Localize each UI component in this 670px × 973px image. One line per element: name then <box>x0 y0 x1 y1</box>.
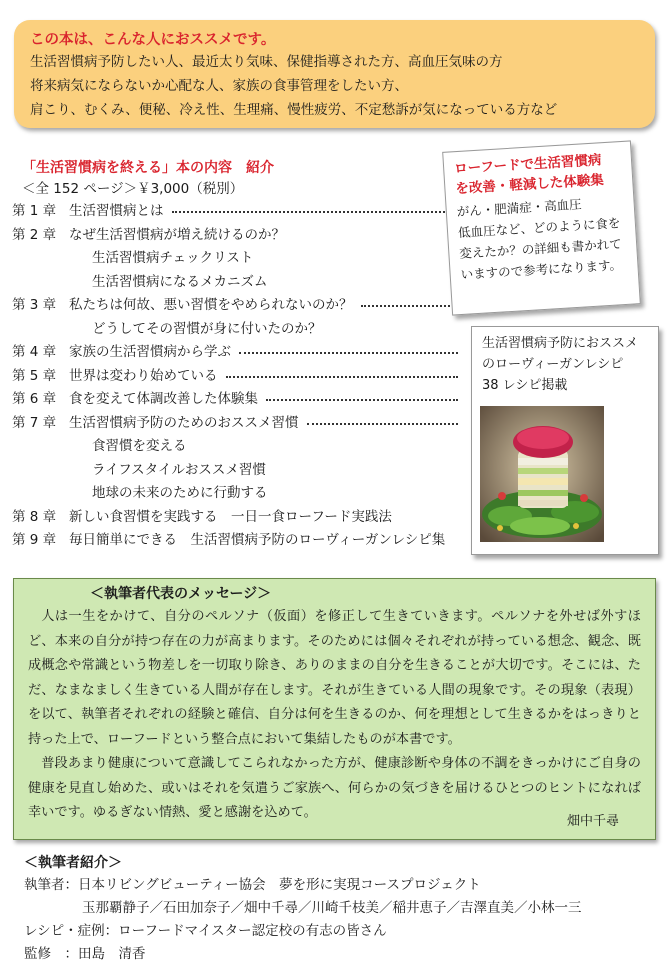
recipe-line: 生活習慣病予防におススメ <box>482 336 639 351</box>
supervisor-label: 監修 ： <box>24 946 78 962</box>
chapter-title: 私たちは何故、悪い習慣をやめられないのか？ <box>69 297 353 313</box>
author-message-box <box>13 578 656 840</box>
toc-sub-row <box>12 459 467 483</box>
leader-dots <box>266 399 458 401</box>
recommend-line: 肩こり、むくみ、便秘、冷え性、生理痛、慢性疲労、不定愁訴が気になっている方など <box>30 102 558 118</box>
toc-chapter-row <box>12 224 467 248</box>
toc-chapter-row <box>12 294 467 318</box>
leader-dots <box>172 211 452 213</box>
callout-body-line: 変えたか？の詳細も書かれて <box>458 236 623 262</box>
recipes-line <box>24 920 654 943</box>
toc-title: 「生活習慣病を終える」本の内容 紹介 <box>22 160 274 176</box>
toc-chapter-row <box>12 506 467 530</box>
writers-org: 日本リビングビューティー協会 夢を形に実現コースプロジェクト <box>78 877 481 893</box>
recommend-box <box>14 20 655 128</box>
writers-line <box>24 874 654 897</box>
recipe-line: のローヴィーガンレシピ <box>482 357 624 372</box>
chapter-title: なぜ生活習慣病が増え続けるのか？ <box>69 226 285 243</box>
chapter-number: 第 9 章 <box>12 532 57 548</box>
authors-section <box>24 852 654 966</box>
message-signature: 畑中千尋 <box>566 814 619 829</box>
callout-body <box>456 191 628 285</box>
recipe-card <box>471 326 659 555</box>
chapter-title: 食を変えて体調改善した体験集 <box>69 391 258 407</box>
chapter-number: 第 6 章 <box>12 391 57 407</box>
toc-chapter-row <box>12 412 467 436</box>
toc-sub-row <box>12 271 467 295</box>
leader-dots <box>239 352 458 354</box>
chapter-title: 生活習慣病チェックリスト <box>92 250 254 266</box>
recipe-line: 38 レシピ掲載 <box>482 378 568 393</box>
recipe-text <box>482 333 648 396</box>
toc-sub-row <box>12 318 467 342</box>
leader-dots <box>361 305 458 307</box>
chapter-title: 生活習慣病になるメカニズム <box>92 273 268 290</box>
callout-body-line: がん・肥満症・高血圧 <box>456 196 583 220</box>
chapter-number: 第 3 章 <box>12 297 57 313</box>
toc-price: ＜全 152 ページ＞￥3,000（税別） <box>22 181 244 197</box>
supervisor-line <box>24 943 654 966</box>
chapter-number: 第 8 章 <box>12 508 57 525</box>
chapter-title: 家族の生活習慣病から学ぶ <box>69 344 231 360</box>
callout-title-line: を改善・軽減した体験集 <box>454 172 605 198</box>
chapter-number: 第 2 章 <box>12 226 57 243</box>
chapter-number: 第 1 章 <box>12 203 57 219</box>
toc-chapter-row <box>12 388 467 412</box>
toc-chapter-row <box>12 529 467 553</box>
toc-sub-row <box>12 247 467 271</box>
chapter-title: どうしてその習慣が身に付いたのか？ <box>92 320 322 337</box>
chapter-title: 世界は変わり始めている <box>69 367 218 384</box>
authors-title: ＜執筆者紹介＞ <box>24 855 122 871</box>
recipes-label: レシピ・症例： <box>24 923 119 939</box>
recommend-line: 生活習慣病予防したい人、最近太り気味、保健指導された方、高血圧気味の方 <box>30 54 503 70</box>
chapter-title: ライフスタイルおススメ習慣 <box>92 461 266 478</box>
writers-label: 執筆者： <box>24 877 78 893</box>
toc-chapter-row <box>12 365 467 389</box>
chapter-title: 生活習慣病とは <box>69 203 164 219</box>
chapter-number: 第 4 章 <box>12 344 57 360</box>
toc-chapter-row <box>12 341 467 365</box>
callout-title-line: ローフードで生活習慣病 <box>453 152 602 178</box>
message-title: ＜執筆者代表のメッセージ＞ <box>90 586 272 602</box>
recommend-line: 将来病気にならないか心配な人、家族の食事管理をしたい方、 <box>30 78 408 94</box>
chapter-title: 食習慣を変える <box>92 438 187 454</box>
salad-photo <box>480 406 604 542</box>
leader-dots <box>226 376 458 378</box>
callout-body-line: いますので参考になります。 <box>460 257 623 283</box>
chapter-title: 新しい食習慣を実践する 一日一食ローフード実践法 <box>69 508 392 525</box>
toc-chapter-row <box>12 200 467 224</box>
chapter-number: 第 7 章 <box>12 414 57 431</box>
chapter-title: 毎日簡単にできる 生活習慣病予防のローヴィーガンレシピ集 <box>69 532 446 548</box>
recipes-value: ローフードマイスター認定校の有志の皆さん <box>118 923 387 939</box>
experience-callout <box>442 140 641 315</box>
chapter-title: 地球の未来のために行動する <box>92 485 268 501</box>
message-paragraph: 普段あまり健康について意識してこられなかった方が、健康診断や身体の不調をきっかけにご自身の健康を見直し始めた、或いはそれを気遣うご家族へ、何らかの気づきを届けるひとつのヒントになれば幸いです。ゆるぎない情熱、愛と感謝を込めて。 <box>28 756 641 820</box>
supervisor-value: 田島 清香 <box>78 946 146 962</box>
table-of-contents <box>12 158 467 553</box>
message-paragraph: 人は一生をかけて、自分のペルソナ（仮面）を修正して生きていきます。ペルソナを外せば外すほど、本来の自分が持つ存在の力が高まります。そのためには個々それぞれが持っている想念、観念、既成概念や常識という物差しを一切取り除き、ありのままの自分を生きることが大切です。そこには、ただ、なまなましく生きている人間が存在します。それが生きている人間の現象です。その現象（表現）を以て、執筆者それぞれの経験と確信、自分は何を生きるのか、何を理想として生きるかをはっきりと持った上で、ローフードという整合点において集結したものが本書です。 <box>28 609 641 747</box>
chapter-title: 生活習慣病予防のためのおススメ習慣 <box>69 414 299 431</box>
toc-rows <box>12 200 467 553</box>
toc-sub-row <box>12 435 467 459</box>
recommend-title: この本は、こんな人におススメです。 <box>30 32 276 48</box>
leader-dots <box>307 423 458 425</box>
chapter-number: 第 5 章 <box>12 367 57 384</box>
writers-names: 玉那覇静子／石田加奈子／畑中千尋／川崎千枝美／稲井恵子／吉澤直美／小林一三 <box>82 900 582 916</box>
callout-body-line: 低血圧など、どのように食を <box>457 215 621 241</box>
toc-sub-row <box>12 482 467 506</box>
